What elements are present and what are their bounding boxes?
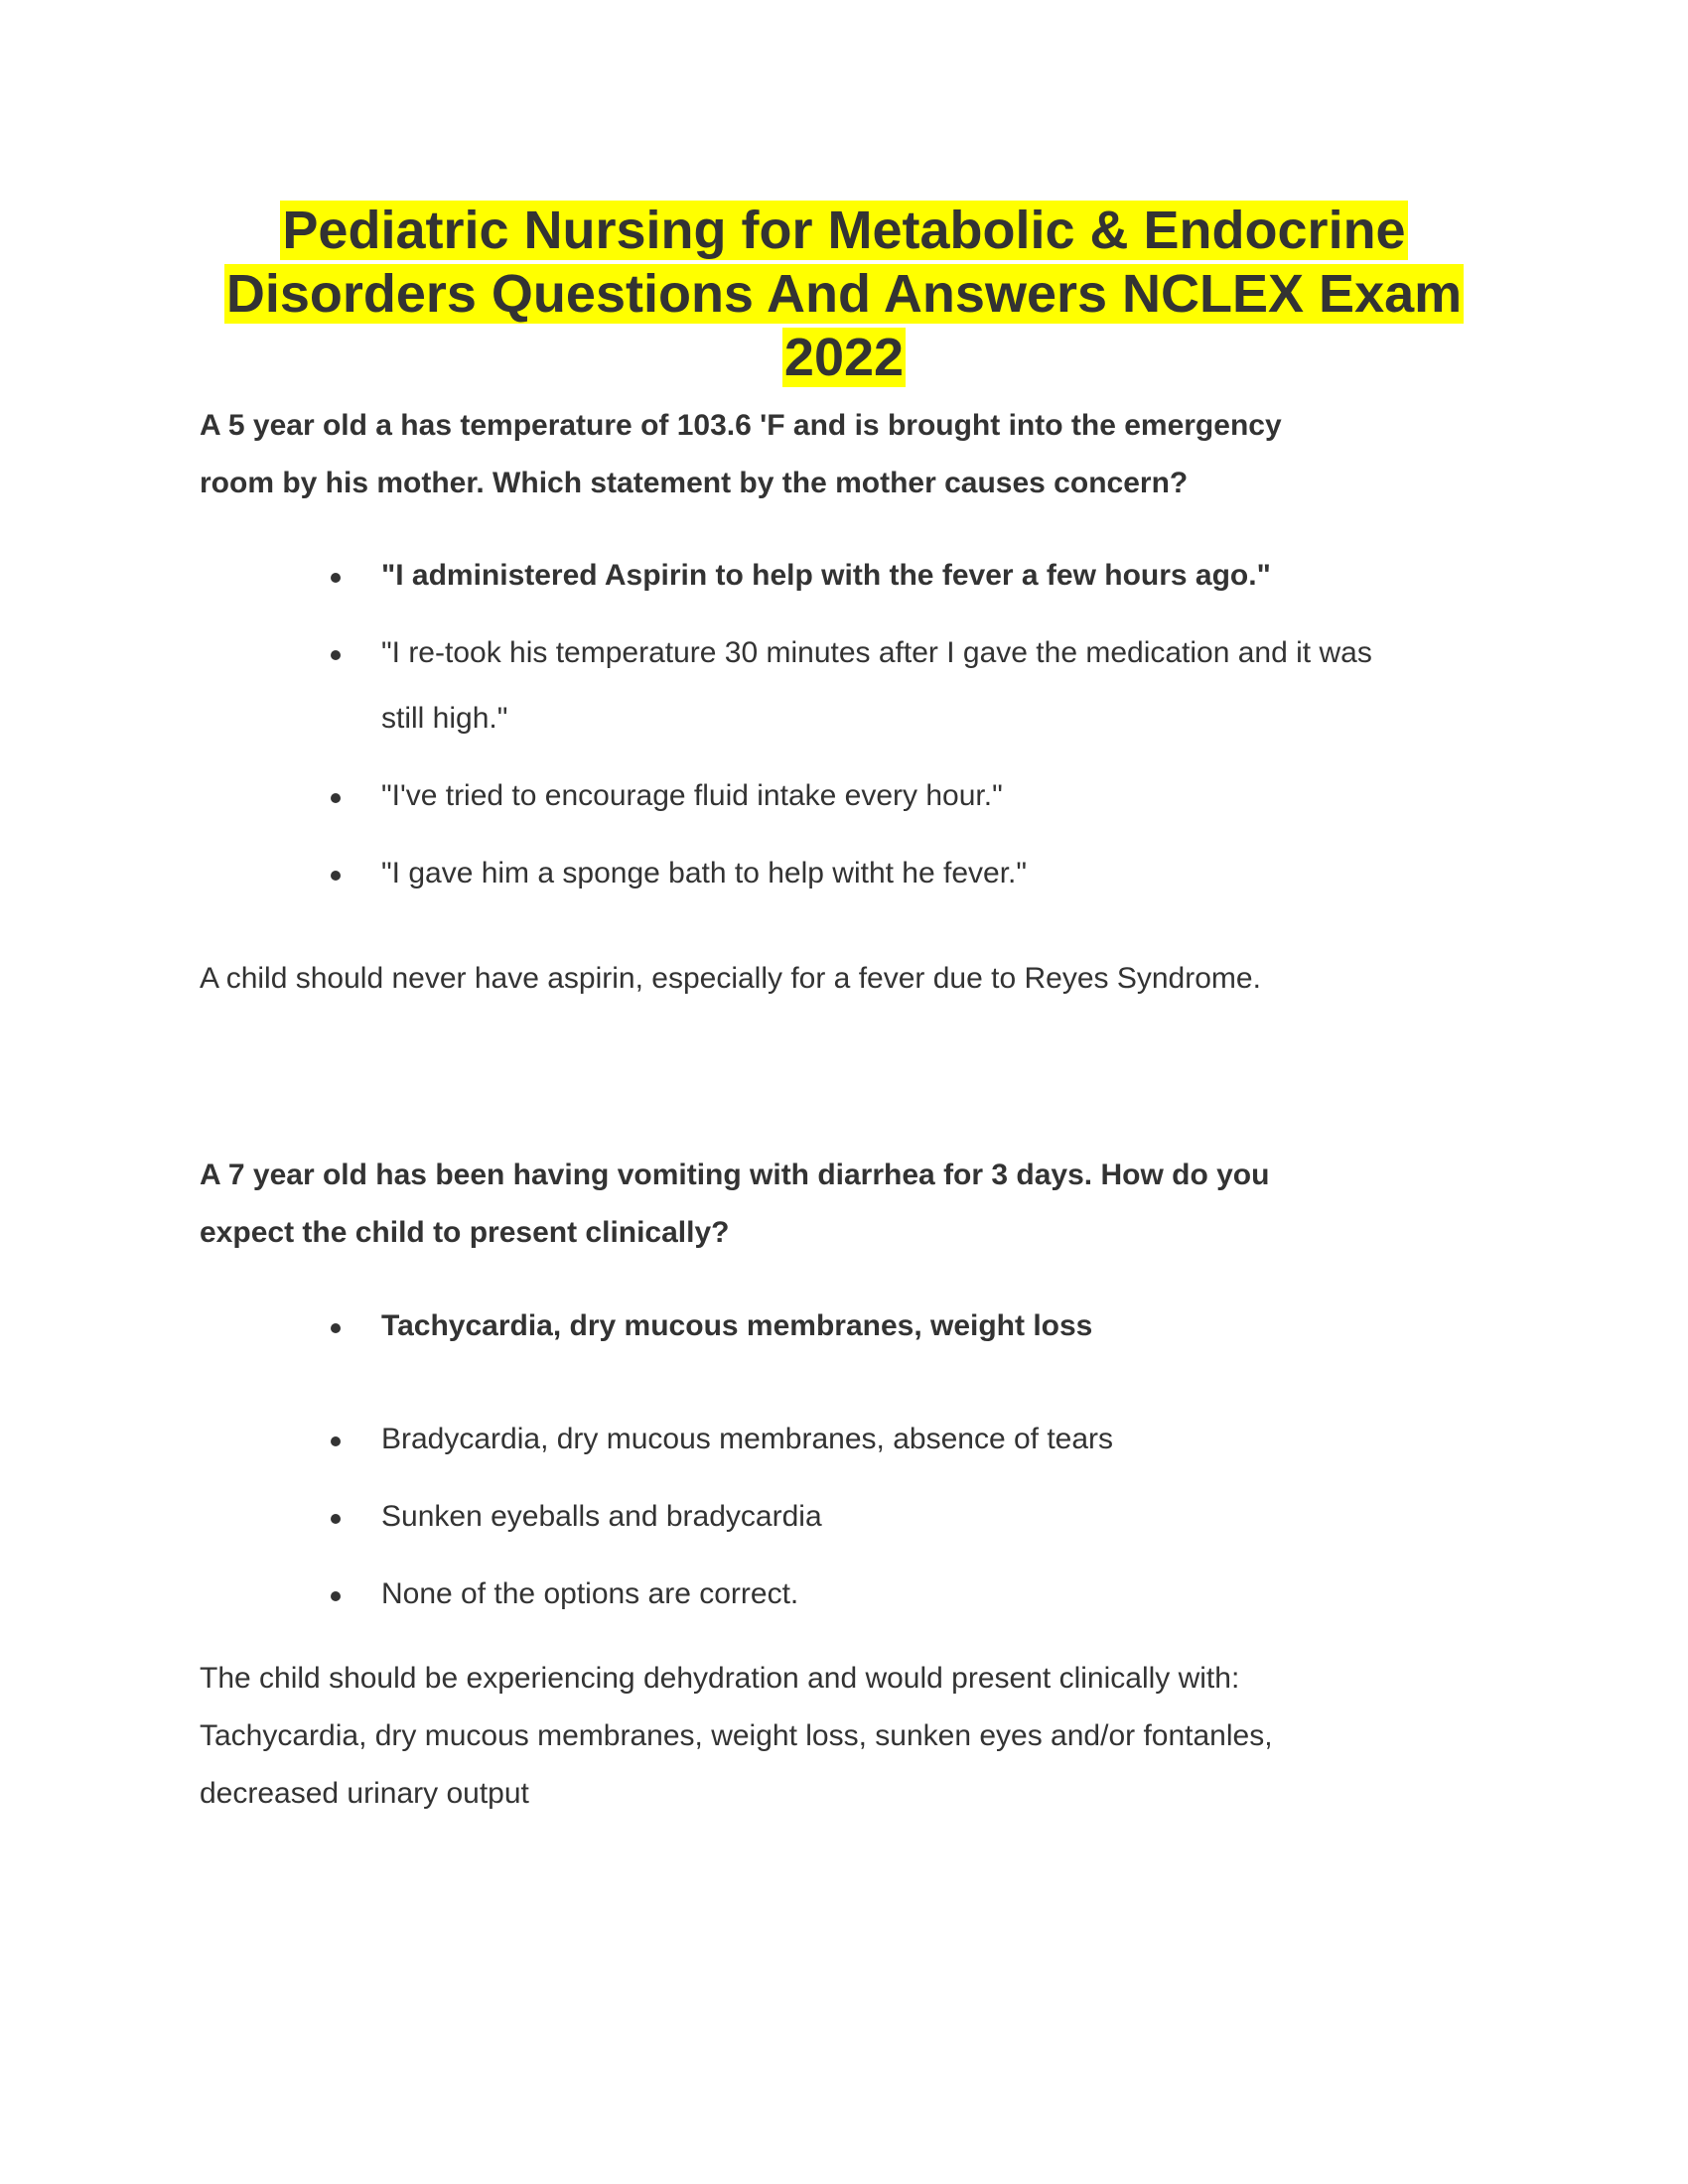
question-1-rationale [200, 950, 1490, 1008]
bullet-icon [331, 871, 341, 881]
bullet-icon [331, 1323, 341, 1333]
option-text: "I administered Aspirin to help with the fever a few hours ago." [381, 559, 1271, 592]
title-line-2: Disorders Questions And Answers NCLEX Exam [225, 264, 1463, 324]
bullet-icon [331, 1436, 341, 1446]
option-item [200, 851, 1590, 896]
title-line-3: 2022 [783, 328, 905, 387]
question-2-text [200, 1147, 1490, 1262]
bullet-icon [331, 573, 341, 583]
question-line: A 5 year old a has temperature of 103.6 'F and is brought into the emergency [200, 409, 1282, 442]
question-2-rationale [200, 1650, 1490, 1823]
option-text: Sunken eyeballs and bradycardia [381, 1500, 822, 1533]
option-list [200, 1303, 1590, 1617]
question-line: expect the child to present clinically? [200, 1216, 730, 1249]
option-text: "I re-took his temperature 30 minutes after I gave the medication and it was [381, 636, 1372, 669]
option-text: Bradycardia, dry mucous membranes, absence of tears [381, 1423, 1114, 1455]
option-text: Tachycardia, dry mucous membranes, weight loss [381, 1309, 1093, 1342]
option-text: "I gave him a sponge bath to help witht he fever." [381, 857, 1028, 889]
bullet-icon [331, 1514, 341, 1524]
question-1-text [200, 397, 1490, 512]
question-2 [200, 1147, 1490, 1262]
option-item [200, 630, 1590, 742]
rationale-text: Tachycardia, dry mucous membranes, weight loss, sunken eyes and/or fontanles, [200, 1719, 1273, 1752]
bullet-icon [331, 793, 341, 803]
bullet-icon [331, 1591, 341, 1601]
option-text: "I've tried to encourage fluid intake every hour." [381, 779, 1003, 812]
option-list [200, 553, 1590, 896]
option-item [200, 773, 1590, 819]
question-line: room by his mother. Which statement by the mother causes concern? [200, 467, 1189, 499]
option-text: None of the options are correct. [381, 1577, 799, 1610]
page-title [0, 199, 1688, 389]
question-line: A 7 year old has been having vomiting with diarrhea for 3 days. How do you [200, 1159, 1270, 1191]
option-item-correct [200, 553, 1590, 599]
title-line-1: Pediatric Nursing for Metabolic & Endocrine [282, 201, 1406, 260]
rationale-text: A child should never have aspirin, especially for a fever due to Reyes Syndrome. [200, 962, 1261, 995]
option-text-continued: still high." [381, 702, 508, 735]
option-item [200, 1494, 1590, 1540]
option-item [200, 1571, 1590, 1617]
option-item [200, 1417, 1590, 1462]
question-1 [200, 397, 1490, 512]
rationale-text: decreased urinary output [200, 1777, 529, 1810]
bullet-icon [331, 650, 341, 660]
rationale-text: The child should be experiencing dehydration and would present clinically with: [200, 1662, 1240, 1695]
option-item-correct [200, 1303, 1590, 1349]
